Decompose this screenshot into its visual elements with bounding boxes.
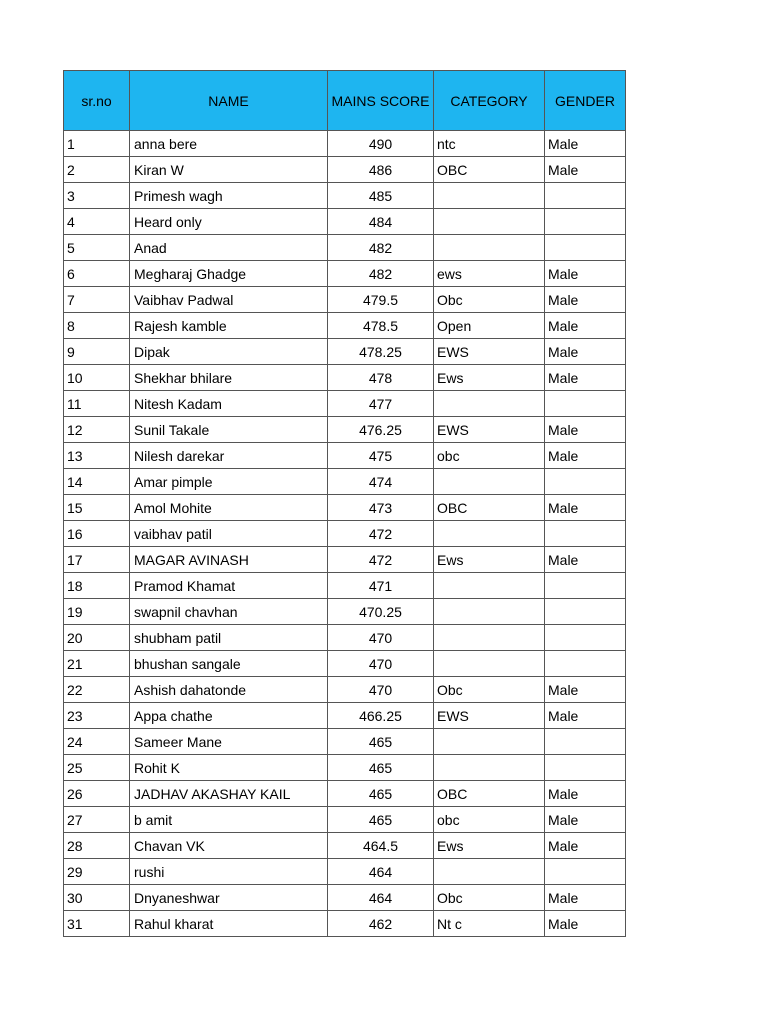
mains-score-cell[interactable]: 478 (328, 365, 434, 391)
gender-cell[interactable]: Male (545, 911, 626, 937)
gender-cell[interactable] (545, 859, 626, 885)
category-cell[interactable]: Obc (434, 885, 545, 911)
category-cell[interactable]: ntc (434, 131, 545, 157)
name-cell[interactable]: Pramod Khamat (130, 573, 328, 599)
table-row[interactable] (64, 885, 626, 911)
srno-cell[interactable]: 8 (64, 313, 130, 339)
gender-cell[interactable]: Male (545, 547, 626, 573)
srno-cell[interactable]: 11 (64, 391, 130, 417)
name-cell[interactable]: Amol Mohite (130, 495, 328, 521)
srno-cell[interactable]: 2 (64, 157, 130, 183)
srno-cell[interactable]: 9 (64, 339, 130, 365)
mains-score-cell[interactable]: 479.5 (328, 287, 434, 313)
mains-score-cell[interactable]: 474 (328, 469, 434, 495)
table-row[interactable] (64, 235, 626, 261)
score-table (63, 70, 626, 937)
name-cell[interactable]: Shekhar bhilare (130, 365, 328, 391)
mains-score-cell[interactable]: 470 (328, 651, 434, 677)
srno-cell[interactable]: 22 (64, 677, 130, 703)
mains-score-cell[interactable]: 476.25 (328, 417, 434, 443)
category-cell[interactable]: ews (434, 261, 545, 287)
table-row[interactable] (64, 339, 626, 365)
name-cell[interactable]: Anad (130, 235, 328, 261)
table-row[interactable] (64, 781, 626, 807)
mains-score-cell[interactable]: 465 (328, 807, 434, 833)
srno-cell[interactable]: 1 (64, 131, 130, 157)
mains-score-cell[interactable]: 482 (328, 261, 434, 287)
mains-score-cell[interactable]: 473 (328, 495, 434, 521)
srno-cell[interactable]: 10 (64, 365, 130, 391)
table-row[interactable] (64, 833, 626, 859)
name-cell[interactable]: Nilesh darekar (130, 443, 328, 469)
mains-score-cell[interactable]: 470.25 (328, 599, 434, 625)
category-cell[interactable]: EWS (434, 703, 545, 729)
table-row[interactable] (64, 469, 626, 495)
table-row[interactable] (64, 547, 626, 573)
table-row[interactable] (64, 573, 626, 599)
table-row[interactable] (64, 911, 626, 937)
table-header (64, 71, 626, 131)
name-cell[interactable]: Primesh wagh (130, 183, 328, 209)
mains-score-cell[interactable]: 484 (328, 209, 434, 235)
name-cell[interactable]: Rohit K (130, 755, 328, 781)
gender-cell[interactable] (545, 651, 626, 677)
gender-cell[interactable]: Male (545, 313, 626, 339)
table-row[interactable] (64, 209, 626, 235)
srno-cell[interactable]: 17 (64, 547, 130, 573)
category-cell[interactable] (434, 521, 545, 547)
gender-cell[interactable]: Male (545, 833, 626, 859)
name-cell[interactable]: bhushan sangale (130, 651, 328, 677)
srno-cell[interactable]: 21 (64, 651, 130, 677)
srno-cell[interactable]: 28 (64, 833, 130, 859)
mains-score-cell[interactable]: 464 (328, 885, 434, 911)
header-mains-score[interactable]: MAINS SCORE (328, 71, 434, 131)
category-cell[interactable] (434, 755, 545, 781)
mains-score-cell[interactable]: 465 (328, 729, 434, 755)
srno-cell[interactable]: 25 (64, 755, 130, 781)
name-cell[interactable]: Heard only (130, 209, 328, 235)
category-cell[interactable]: Open (434, 313, 545, 339)
srno-cell[interactable]: 19 (64, 599, 130, 625)
name-cell[interactable]: Megharaj Ghadge (130, 261, 328, 287)
srno-cell[interactable]: 16 (64, 521, 130, 547)
mains-score-cell[interactable]: 466.25 (328, 703, 434, 729)
srno-cell[interactable]: 5 (64, 235, 130, 261)
mains-score-cell[interactable]: 475 (328, 443, 434, 469)
name-cell[interactable]: Nitesh Kadam (130, 391, 328, 417)
mains-score-cell[interactable]: 471 (328, 573, 434, 599)
category-cell[interactable]: EWS (434, 417, 545, 443)
name-cell[interactable]: Chavan VK (130, 833, 328, 859)
gender-cell[interactable] (545, 391, 626, 417)
category-cell[interactable] (434, 469, 545, 495)
category-cell[interactable]: obc (434, 443, 545, 469)
srno-cell[interactable]: 24 (64, 729, 130, 755)
srno-cell[interactable]: 7 (64, 287, 130, 313)
srno-cell[interactable]: 23 (64, 703, 130, 729)
table-row[interactable] (64, 417, 626, 443)
table-row[interactable] (64, 495, 626, 521)
table-body (64, 131, 626, 937)
srno-cell[interactable]: 6 (64, 261, 130, 287)
name-cell[interactable]: Kiran W (130, 157, 328, 183)
gender-cell[interactable]: Male (545, 339, 626, 365)
header-srno[interactable]: sr.no (64, 71, 130, 131)
mains-score-cell[interactable]: 478.5 (328, 313, 434, 339)
table-row[interactable] (64, 287, 626, 313)
gender-cell[interactable]: Male (545, 261, 626, 287)
name-cell[interactable]: Rajesh kamble (130, 313, 328, 339)
table-row[interactable] (64, 599, 626, 625)
name-cell[interactable]: Rahul kharat (130, 911, 328, 937)
gender-cell[interactable] (545, 755, 626, 781)
mains-score-cell[interactable]: 490 (328, 131, 434, 157)
srno-cell[interactable]: 27 (64, 807, 130, 833)
category-cell[interactable]: Ews (434, 365, 545, 391)
mains-score-cell[interactable]: 465 (328, 781, 434, 807)
mains-score-cell[interactable]: 470 (328, 625, 434, 651)
srno-cell[interactable]: 30 (64, 885, 130, 911)
table-row[interactable] (64, 183, 626, 209)
gender-cell[interactable] (545, 183, 626, 209)
name-cell[interactable]: Vaibhav Padwal (130, 287, 328, 313)
gender-cell[interactable]: Male (545, 443, 626, 469)
table-row[interactable] (64, 703, 626, 729)
gender-cell[interactable]: Male (545, 157, 626, 183)
name-cell[interactable]: anna bere (130, 131, 328, 157)
table-row[interactable] (64, 521, 626, 547)
name-cell[interactable]: rushi (130, 859, 328, 885)
table-row[interactable] (64, 131, 626, 157)
category-cell[interactable] (434, 209, 545, 235)
category-cell[interactable]: OBC (434, 781, 545, 807)
gender-cell[interactable]: Male (545, 417, 626, 443)
mains-score-cell[interactable]: 472 (328, 547, 434, 573)
gender-cell[interactable] (545, 599, 626, 625)
mains-score-cell[interactable]: 472 (328, 521, 434, 547)
gender-cell[interactable]: Male (545, 287, 626, 313)
table-row[interactable] (64, 859, 626, 885)
gender-cell[interactable]: Male (545, 781, 626, 807)
table-row[interactable] (64, 157, 626, 183)
gender-cell[interactable] (545, 521, 626, 547)
srno-cell[interactable]: 18 (64, 573, 130, 599)
name-cell[interactable]: shubham patil (130, 625, 328, 651)
name-cell[interactable]: Appa chathe (130, 703, 328, 729)
gender-cell[interactable] (545, 209, 626, 235)
gender-cell[interactable]: Male (545, 885, 626, 911)
name-cell[interactable]: Sameer Mane (130, 729, 328, 755)
name-cell[interactable]: Ashish dahatonde (130, 677, 328, 703)
mains-score-cell[interactable]: 462 (328, 911, 434, 937)
mains-score-cell[interactable]: 486 (328, 157, 434, 183)
mains-score-cell[interactable]: 464 (328, 859, 434, 885)
table-row[interactable] (64, 807, 626, 833)
mains-score-cell[interactable]: 465 (328, 755, 434, 781)
gender-cell[interactable]: Male (545, 807, 626, 833)
srno-cell[interactable]: 4 (64, 209, 130, 235)
name-cell[interactable]: MAGAR AVINASH (130, 547, 328, 573)
gender-cell[interactable] (545, 235, 626, 261)
category-cell[interactable] (434, 235, 545, 261)
srno-cell[interactable]: 29 (64, 859, 130, 885)
name-cell[interactable]: Sunil Takale (130, 417, 328, 443)
mains-score-cell[interactable]: 470 (328, 677, 434, 703)
table-row[interactable] (64, 365, 626, 391)
gender-cell[interactable] (545, 469, 626, 495)
category-cell[interactable] (434, 391, 545, 417)
category-cell[interactable]: Obc (434, 677, 545, 703)
srno-cell[interactable]: 3 (64, 183, 130, 209)
gender-cell[interactable] (545, 625, 626, 651)
category-cell[interactable] (434, 573, 545, 599)
name-cell[interactable]: Dnyaneshwar (130, 885, 328, 911)
srno-cell[interactable]: 20 (64, 625, 130, 651)
category-cell[interactable] (434, 625, 545, 651)
mains-score-cell[interactable]: 477 (328, 391, 434, 417)
mains-score-cell[interactable]: 478.25 (328, 339, 434, 365)
category-cell[interactable] (434, 183, 545, 209)
table-row[interactable] (64, 391, 626, 417)
header-category[interactable]: CATEGORY (434, 71, 545, 131)
category-cell[interactable]: Ews (434, 547, 545, 573)
name-cell[interactable]: swapnil chavhan (130, 599, 328, 625)
gender-cell[interactable] (545, 573, 626, 599)
gender-cell[interactable]: Male (545, 703, 626, 729)
category-cell[interactable] (434, 859, 545, 885)
table-row[interactable] (64, 313, 626, 339)
gender-cell[interactable] (545, 729, 626, 755)
table-row[interactable] (64, 755, 626, 781)
name-cell[interactable]: b amit (130, 807, 328, 833)
table-row[interactable] (64, 443, 626, 469)
gender-cell[interactable]: Male (545, 495, 626, 521)
header-name[interactable]: NAME (130, 71, 328, 131)
table-row[interactable] (64, 625, 626, 651)
mains-score-cell[interactable]: 482 (328, 235, 434, 261)
srno-cell[interactable]: 15 (64, 495, 130, 521)
srno-cell[interactable]: 26 (64, 781, 130, 807)
gender-cell[interactable]: Male (545, 677, 626, 703)
srno-cell[interactable]: 13 (64, 443, 130, 469)
mains-score-cell[interactable]: 485 (328, 183, 434, 209)
category-cell[interactable] (434, 651, 545, 677)
category-cell[interactable]: EWS (434, 339, 545, 365)
mains-score-cell[interactable]: 464.5 (328, 833, 434, 859)
category-cell[interactable]: Nt c (434, 911, 545, 937)
name-cell[interactable]: Dipak (130, 339, 328, 365)
category-cell[interactable] (434, 599, 545, 625)
category-cell[interactable]: Obc (434, 287, 545, 313)
header-gender[interactable]: GENDER (545, 71, 626, 131)
category-cell[interactable]: obc (434, 807, 545, 833)
name-cell[interactable]: JADHAV AKASHAY KAIL (130, 781, 328, 807)
table-row[interactable] (64, 261, 626, 287)
table-row[interactable] (64, 729, 626, 755)
srno-cell[interactable]: 14 (64, 469, 130, 495)
srno-cell[interactable]: 31 (64, 911, 130, 937)
name-cell[interactable]: Amar pimple (130, 469, 328, 495)
srno-cell[interactable]: 12 (64, 417, 130, 443)
category-cell[interactable]: OBC (434, 495, 545, 521)
category-cell[interactable]: Ews (434, 833, 545, 859)
table-row[interactable] (64, 677, 626, 703)
gender-cell[interactable]: Male (545, 131, 626, 157)
category-cell[interactable]: OBC (434, 157, 545, 183)
header-row (64, 71, 626, 131)
category-cell[interactable] (434, 729, 545, 755)
name-cell[interactable]: vaibhav patil (130, 521, 328, 547)
table-row[interactable] (64, 651, 626, 677)
gender-cell[interactable]: Male (545, 365, 626, 391)
